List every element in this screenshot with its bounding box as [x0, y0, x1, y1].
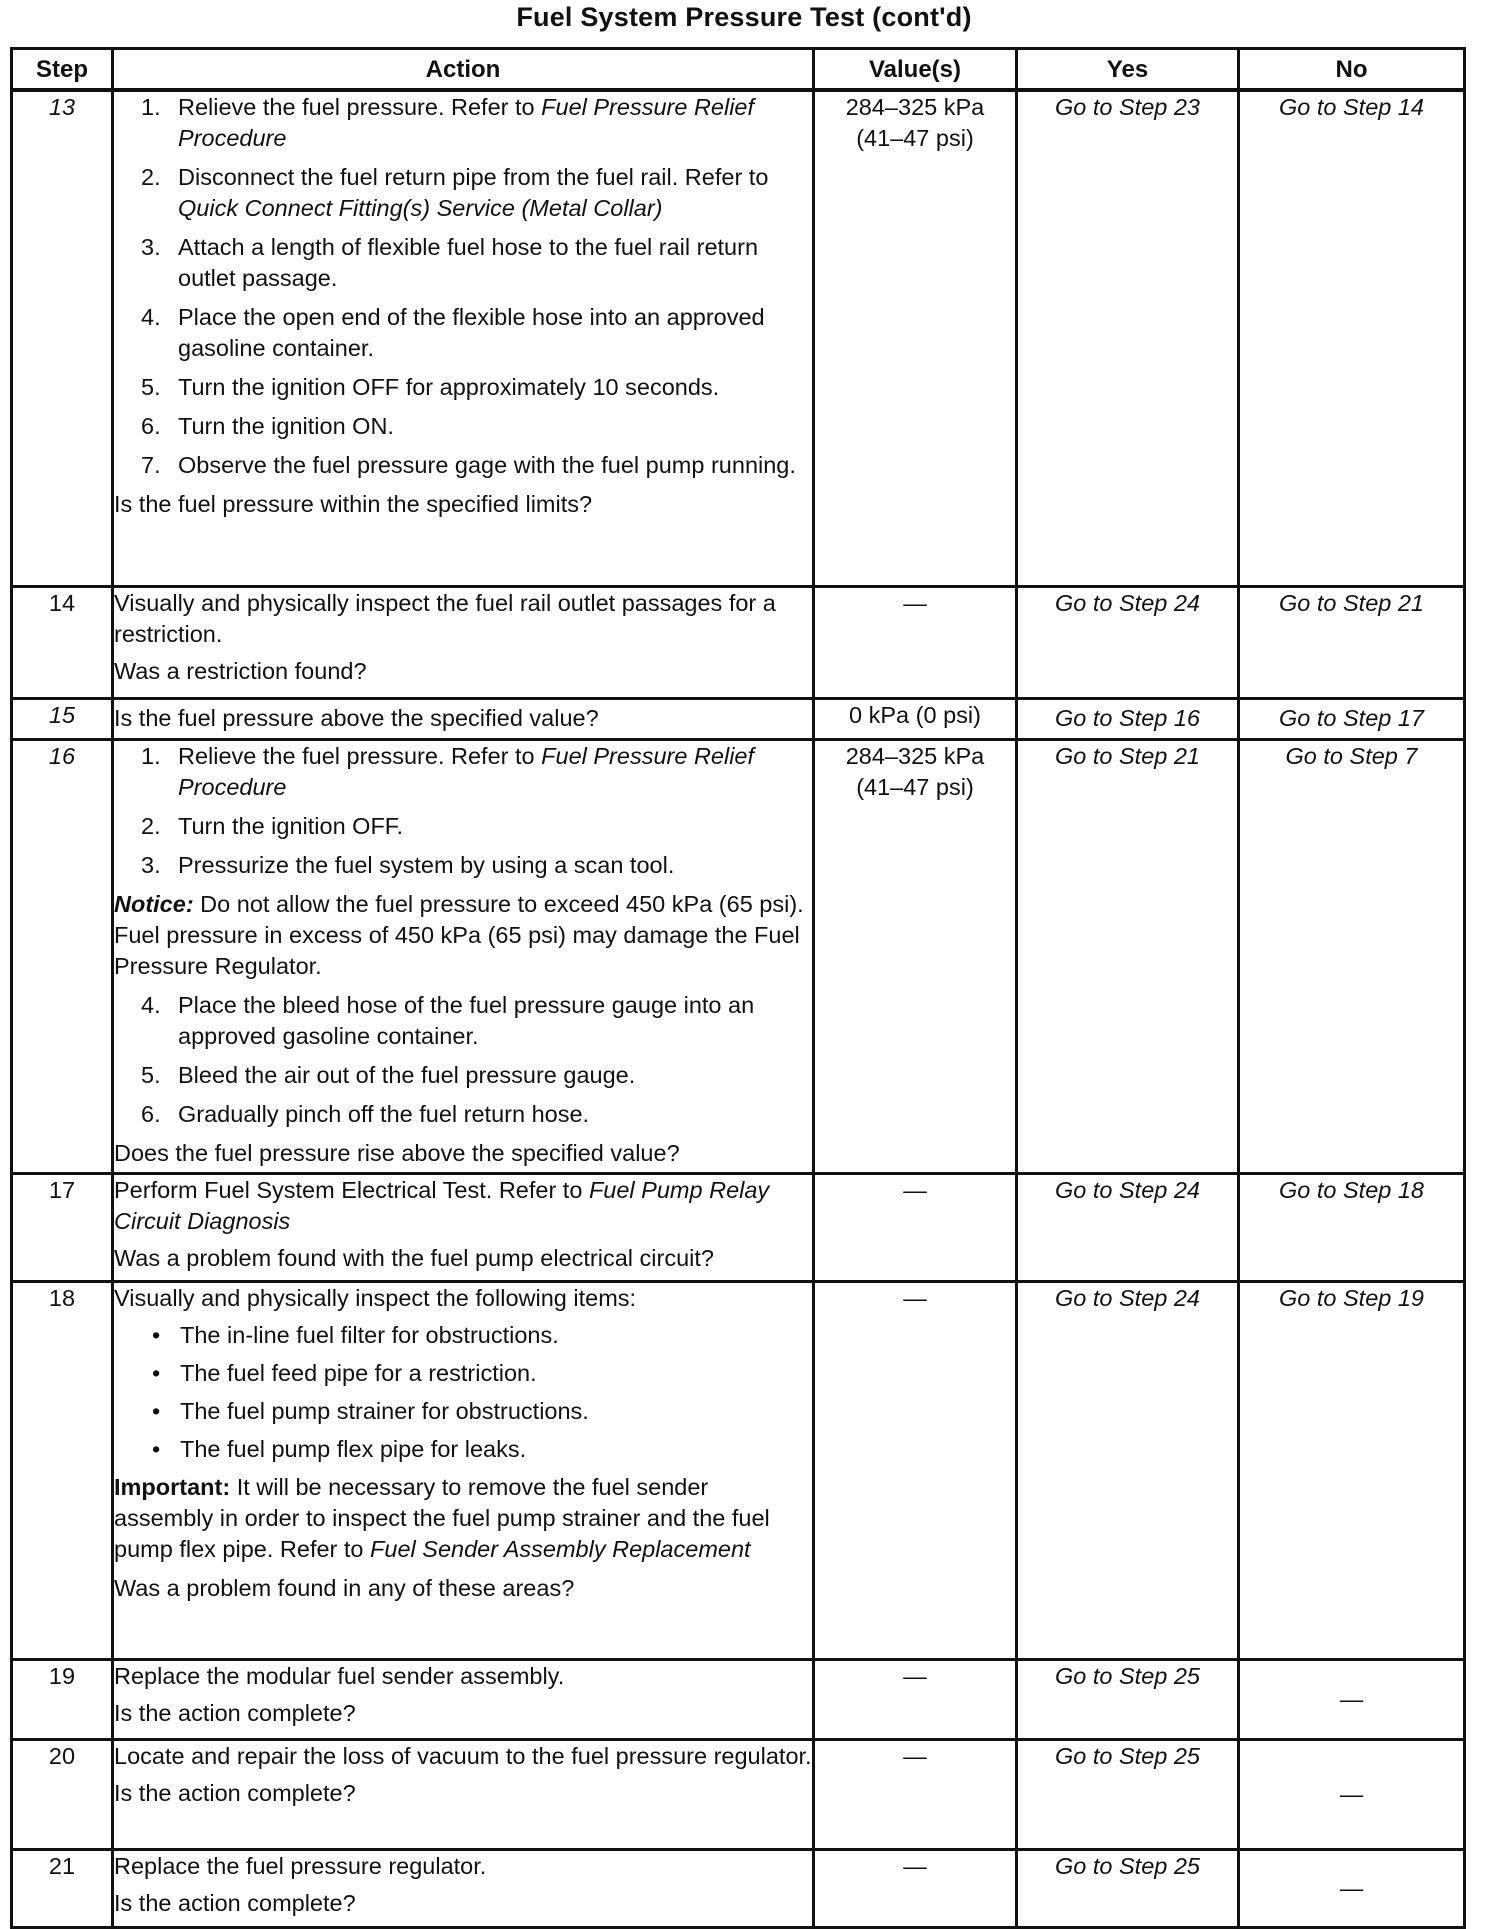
step-number: 15 — [12, 698, 113, 739]
header-action: Action — [113, 49, 814, 91]
no-cell: Go to Step 18 — [1239, 1173, 1465, 1281]
list-item: 4. Place the open end of the flexible hose into an approved gasoline container. — [141, 304, 765, 361]
no-cell: — — [1239, 1849, 1465, 1927]
value-cell: — — [814, 1659, 1017, 1739]
action-cell — [113, 739, 814, 1173]
list-item: 3. Attach a length of flexible fuel hose to the fuel rail return outlet passage. — [141, 234, 759, 291]
value-cell: 0 kPa (0 psi) — [814, 698, 1017, 739]
no-cell: Go to Step 17 — [1239, 698, 1465, 739]
list-item: 7. Observe the fuel pressure gage with the fuel pump running. — [141, 452, 796, 478]
value-psi: (41–47 psi) — [856, 125, 974, 151]
question: Was a restriction found? — [114, 657, 367, 684]
value-cell: — — [814, 1739, 1017, 1849]
question: Is the action complete? — [114, 1779, 356, 1806]
action-cell — [113, 1739, 814, 1849]
question: Was a problem found in any of these areas? — [114, 1574, 575, 1601]
action-text: Locate and repair the loss of vacuum to the fuel pressure regulator. — [114, 1742, 812, 1769]
cross-reference: Quick Connect Fitting(s) Service (Metal Collar) — [178, 195, 663, 221]
value-cell: — — [814, 1173, 1017, 1281]
step-number: 20 — [12, 1739, 113, 1849]
important-label: Important: — [114, 1473, 231, 1500]
cross-reference: Fuel Pressure Relief Procedure — [178, 94, 755, 151]
table-row-step-19 — [12, 1659, 1465, 1739]
question: Was a problem found with the fuel pump electrical circuit? — [114, 1244, 714, 1271]
yes-cell: Go to Step 23 — [1017, 90, 1239, 586]
question: Does the fuel pressure rise above the specified value? — [114, 1139, 680, 1166]
action-text: Replace the fuel pressure regulator. — [114, 1852, 487, 1879]
no-cell: Go to Step 7 — [1239, 739, 1465, 1173]
step-number: 16 — [12, 739, 113, 1173]
yes-cell: Go to Step 24 — [1017, 1173, 1239, 1281]
question: Is the action complete? — [114, 1699, 356, 1726]
numbered-steps — [114, 92, 812, 481]
step-number: 14 — [12, 586, 113, 698]
table-header-row — [12, 49, 1465, 91]
value-cell — [814, 90, 1017, 586]
step-number: 19 — [12, 1659, 113, 1739]
table-row-step-13 — [12, 90, 1465, 586]
table-row-step-21 — [12, 1849, 1465, 1927]
notice-label: Notice: — [114, 890, 194, 917]
action-text: Visually and physically inspect the following items: — [114, 1284, 637, 1311]
list-item: 5. Bleed the air out of the fuel pressure gauge. — [141, 1061, 636, 1088]
header-yes: Yes — [1017, 49, 1239, 91]
cross-reference: Fuel Pressure Relief Procedure — [178, 742, 755, 800]
cross-reference: Fuel Pump Relay Circuit Diagnosis — [114, 1176, 770, 1234]
no-cell: Go to Step 14 — [1239, 90, 1465, 586]
action-cell — [113, 1281, 814, 1659]
value-kpa: 284–325 kPa — [845, 94, 985, 120]
list-item: 5. Turn the ignition OFF for approximately 10 seconds. — [141, 374, 720, 400]
step-number: 18 — [12, 1281, 113, 1659]
value-psi: (41–47 psi) — [856, 773, 974, 800]
bullet-list — [114, 1320, 812, 1465]
table-row-step-18 — [12, 1281, 1465, 1659]
list-item: 3. Pressurize the fuel system by using a scan tool. — [141, 851, 675, 878]
action-cell — [113, 698, 814, 739]
header-step: Step — [12, 49, 113, 91]
list-item: • The fuel pump flex pipe for leaks. — [152, 1435, 527, 1462]
yes-cell: Go to Step 25 — [1017, 1659, 1239, 1739]
table-row-step-14 — [12, 586, 1465, 698]
yes-cell: Go to Step 24 — [1017, 586, 1239, 698]
question: Is the fuel pressure within the specified limits? — [114, 491, 593, 517]
table-row-step-17 — [12, 1173, 1465, 1281]
question: Is the fuel pressure above the specified value? — [114, 705, 599, 731]
numbered-steps — [114, 990, 812, 1130]
list-item: • The fuel feed pipe for a restriction. — [152, 1359, 537, 1386]
list-item: 1. Relieve the fuel pressure. Refer to Fuel Pressure Relief Procedure — [141, 742, 755, 800]
diagnostic-table — [10, 47, 1466, 1929]
header-no: No — [1239, 49, 1465, 91]
list-item: 4. Place the bleed hose of the fuel pressure gauge into an approved gasoline container. — [141, 991, 755, 1049]
no-cell: — — [1239, 1659, 1465, 1739]
header-values: Value(s) — [814, 49, 1017, 91]
important-paragraph: Important: It will be necessary to remove the fuel sender assembly in order to inspect the fuel pump strainer and the fuel pump flex pipe. Refer to Fuel Sender Assembly Replacement — [114, 1473, 770, 1562]
list-item: • The fuel pump strainer for obstructions. — [152, 1397, 589, 1424]
list-item: 2. Disconnect the fuel return pipe from the fuel rail. Refer to Quick Connect Fitting(s) Service (Metal Collar) — [141, 164, 769, 221]
value-cell: — — [814, 586, 1017, 698]
table-row-step-20 — [12, 1739, 1465, 1849]
action-cell — [113, 90, 814, 586]
step-number: 13 — [12, 90, 113, 586]
list-item: 2. Turn the ignition OFF. — [141, 812, 404, 839]
yes-cell: Go to Step 25 — [1017, 1739, 1239, 1849]
action-text: Visually and physically inspect the fuel rail outlet passages for a restriction. — [114, 589, 776, 647]
page-title: Fuel System Pressure Test (cont'd) — [516, 2, 972, 32]
table-row-step-15 — [12, 698, 1465, 739]
value-cell — [814, 739, 1017, 1173]
yes-cell: Go to Step 21 — [1017, 739, 1239, 1173]
value-kpa: 284–325 kPa — [845, 742, 985, 769]
no-cell: Go to Step 19 — [1239, 1281, 1465, 1659]
table-row-step-16 — [12, 739, 1465, 1173]
cross-reference: Fuel Sender Assembly Replacement — [370, 1535, 751, 1562]
step-number: 17 — [12, 1173, 113, 1281]
numbered-steps — [114, 741, 812, 881]
no-cell: Go to Step 21 — [1239, 586, 1465, 698]
action-cell — [113, 1849, 814, 1927]
list-item: 6. Turn the ignition ON. — [141, 413, 394, 439]
yes-cell: Go to Step 16 — [1017, 698, 1239, 739]
value-cell: — — [814, 1849, 1017, 1927]
list-item: 6. Gradually pinch off the fuel return hose. — [141, 1100, 590, 1127]
list-item: 1. Relieve the fuel pressure. Refer to Fuel Pressure Relief Procedure — [141, 94, 755, 151]
list-item: • The in-line fuel filter for obstructions. — [152, 1321, 559, 1348]
action-text: Perform Fuel System Electrical Test. Refer to Fuel Pump Relay Circuit Diagnosis — [114, 1176, 770, 1234]
no-cell: — — [1239, 1739, 1465, 1849]
action-text: Replace the modular fuel sender assembly. — [114, 1662, 565, 1689]
question: Is the action complete? — [114, 1889, 356, 1916]
yes-cell: Go to Step 24 — [1017, 1281, 1239, 1659]
notice-paragraph: Notice: Do not allow the fuel pressure to exceed 450 kPa (65 psi). Fuel pressure in excess of 450 kPa (65 psi) may damage the Fuel Pressure Regulator. — [114, 890, 804, 979]
step-number: 21 — [12, 1849, 113, 1927]
value-cell: — — [814, 1281, 1017, 1659]
action-cell — [113, 1659, 814, 1739]
action-cell — [113, 586, 814, 698]
yes-cell: Go to Step 25 — [1017, 1849, 1239, 1927]
action-cell — [113, 1173, 814, 1281]
